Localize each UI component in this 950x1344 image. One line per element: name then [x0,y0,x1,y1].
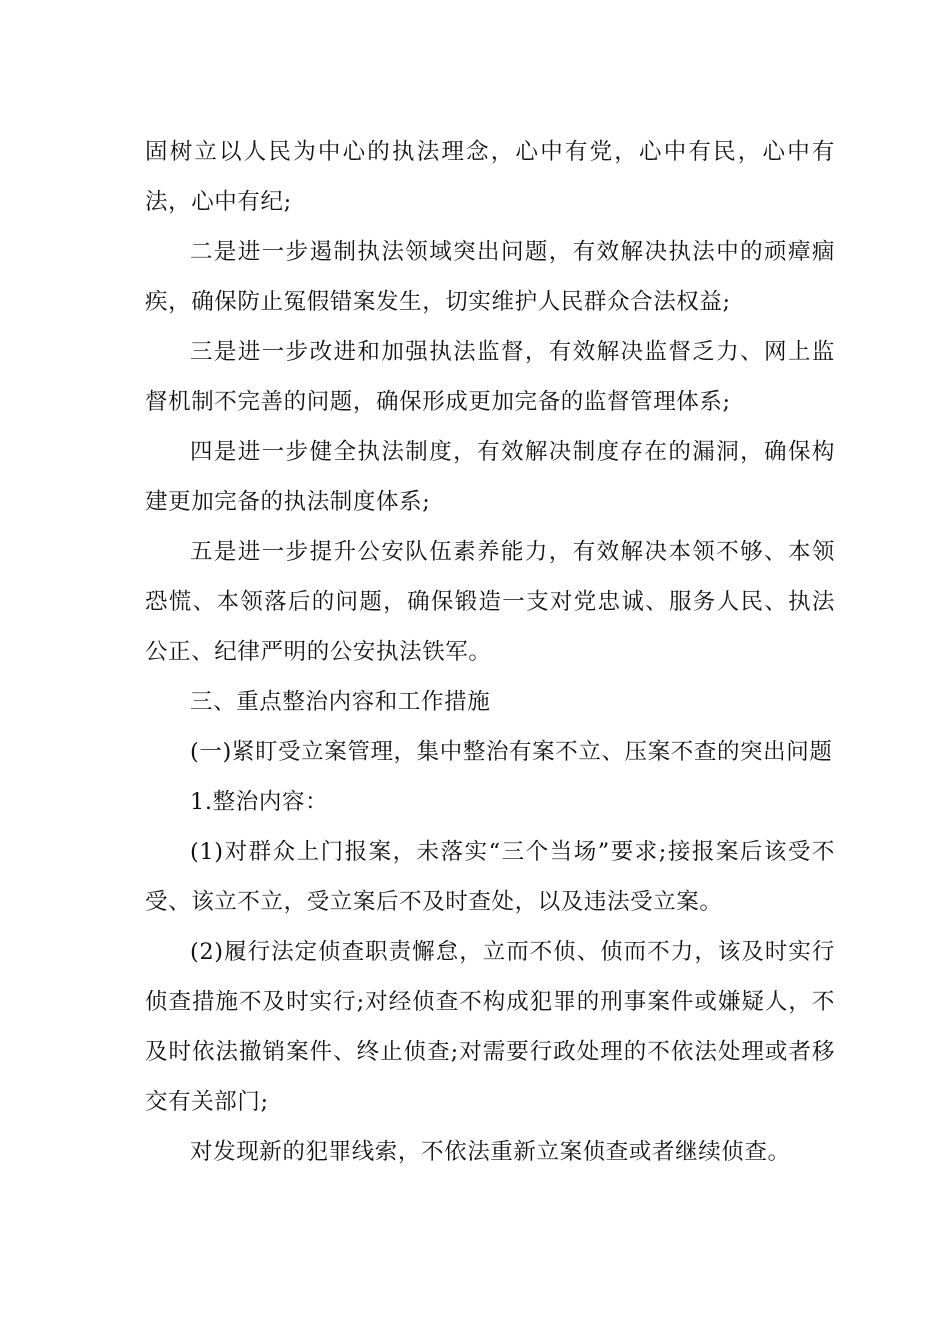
paragraph-continuation: 固树立以人民为中心的执法理念，心中有党，心中有民，心中有法，心中有纪; [145,139,835,215]
paragraph-goal-two: 二是进一步遏制执法领域突出问题，有效解决执法中的顽瘴痼疾，确保防止冤假错案发生，切实维护人民群众合法权益; [145,239,835,315]
paragraph-goal-five: 五是进一步提升公安队伍素养能力，有效解决本领不够、本领恐慌、本领落后的问题，确保锻造一支对党忠诚、服务人民、执法公正、纪律严明的公安执法铁军。 [145,539,835,665]
paragraph-new-clues: 对发现新的犯罪线索，不依法重新立案侦查或者继续侦查。 [190,1139,791,1165]
paragraph-item-2: (2)履行法定侦查职责懈怠，立而不侦、侦而不力，该及时实行侦查措施不及时实行;对经侦查不构成犯罪的刑事案件或嫌疑人，不及时依法撤销案件、终止侦查;对需要行政处理的不依法处理或者移交有关部门; [145,939,835,1115]
subsection-heading: (一)紧盯受立案管理，集中整治有案不立、压案不查的突出问题 [190,739,833,765]
paragraph-goal-three: 三是进一步改进和加强执法监督，有效解决监督乏力、网上监督机制不完善的问题，确保形成更加完备的监督管理体系; [145,339,835,415]
item-heading: 1.整治内容： [190,789,329,815]
paragraph-item-1: (1)对群众上门报案，未落实“三个当场”要求;接报案后该受不受、该立不立，受立案后不及时查处，以及违法受立案。 [145,839,835,915]
paragraph-goal-four: 四是进一步健全执法制度，有效解决制度存在的漏洞，确保构建更加完备的执法制度体系; [145,439,835,515]
section-heading: 三、重点整治内容和工作措施 [190,689,491,715]
document-body [145,127,835,1177]
